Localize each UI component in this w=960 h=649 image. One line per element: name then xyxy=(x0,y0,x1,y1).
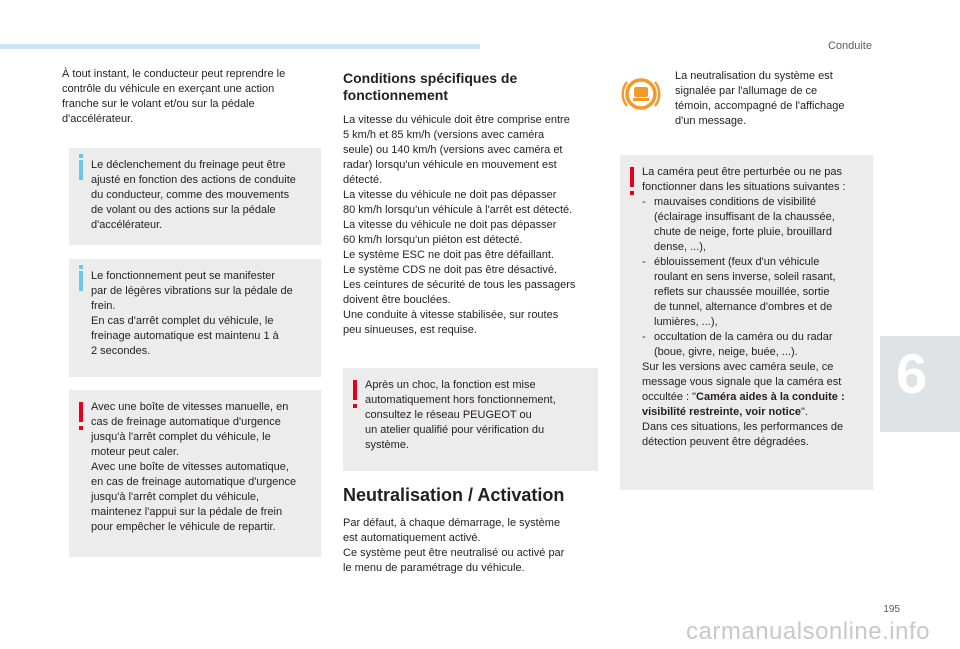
conditions-paragraph xyxy=(343,113,603,338)
heading-text: Neutralisation / Activation xyxy=(343,485,565,505)
text-line: contrôle du véhicule en exerçant une action xyxy=(62,83,275,95)
text-line: d'accélérateur. xyxy=(62,113,134,125)
text-line: À tout instant, le conducteur peut reprendre le xyxy=(62,68,286,80)
icon-explanation xyxy=(675,69,875,129)
text-line: d'un message. xyxy=(675,115,747,127)
text-line: Avec une boîte de vitesses automatique, xyxy=(91,461,289,473)
text-line: Avec une boîte de vitesses manuelle, en xyxy=(91,401,289,413)
text-line: 2 secondes. xyxy=(91,345,151,357)
text-line: radar) lorsqu'un véhicule en mouvement est xyxy=(343,159,557,171)
text-line: dense, ...), xyxy=(654,241,706,253)
message-text: visibilité restreinte, voir notice xyxy=(642,406,801,418)
text-span: occultée : " xyxy=(642,391,697,403)
text-line: La vitesse du véhicule doit être comprise entre xyxy=(343,114,570,126)
text-line: 80 km/h lorsqu'un véhicule à l'arrêt est détecté. xyxy=(343,204,573,216)
text-line: reflets sur chaussée mouillée, sortie xyxy=(654,286,830,298)
text-line: seule) ou 140 km/h (versions avec caméra et xyxy=(343,144,563,156)
text-line: frein. xyxy=(91,300,116,312)
text-span: ". xyxy=(800,406,808,418)
text-line: La vitesse du véhicule ne doit pas dépasser xyxy=(343,219,557,231)
text-line: consultez le réseau PEUGEOT ou xyxy=(365,409,532,421)
heading-neutralisation xyxy=(343,484,603,506)
dash-bullet: - xyxy=(642,196,646,208)
page-number: 195 xyxy=(883,604,900,615)
list-item xyxy=(642,255,863,330)
text-line: Dans ces situations, les performances de xyxy=(642,421,844,433)
text-line: détecté. xyxy=(343,174,383,186)
text-line: jusqu'à l'arrêt complet du véhicule, xyxy=(91,491,260,503)
info-icon xyxy=(79,271,83,291)
text-line: pour empêcher le véhicule de repartir. xyxy=(91,521,276,533)
text-line: détection peuvent être dégradées. xyxy=(642,436,809,448)
text-line: Le déclenchement du freinage peut être xyxy=(91,159,286,171)
text-line: Ce système peut être neutralisé ou activé par xyxy=(343,547,565,559)
heading-conditions xyxy=(343,70,603,104)
info-text xyxy=(91,158,311,233)
dash-bullet: - xyxy=(642,331,646,343)
text-line: doivent être bouclées. xyxy=(343,294,451,306)
info-text xyxy=(91,269,311,359)
text-line: d'accélérateur. xyxy=(91,219,163,231)
info-box-braking xyxy=(69,148,321,245)
text-line: Par défaut, à chaque démarrage, le système xyxy=(343,517,561,529)
text-line: signalée par l'allumage de ce xyxy=(675,85,818,97)
text-line: moteur peut caler. xyxy=(91,446,180,458)
text-line: cas de freinage automatique d'urgence xyxy=(91,416,281,428)
text-line: 5 km/h et 85 km/h (versions avec caméra xyxy=(343,129,545,141)
text-line: franche sur le volant et/ou sur la pédale xyxy=(62,98,255,110)
text-line xyxy=(642,405,863,420)
chapter-number: 6 xyxy=(896,342,928,405)
text-line: La neutralisation du système est xyxy=(675,70,833,82)
list-item xyxy=(642,330,863,360)
text-line: du conducteur, comme des mouvements xyxy=(91,189,290,201)
text-line: lumières, ...), xyxy=(654,316,718,328)
text-line: éblouissement (feux d'un véhicule xyxy=(654,256,820,268)
warning-box-impact xyxy=(343,368,598,471)
warning-box-gearbox xyxy=(69,390,321,557)
text-line: freinage automatique est maintenu 1 à xyxy=(91,330,279,342)
text-line: fonctionner dans les situations suivantes : xyxy=(642,181,846,193)
text-line: (éclairage insuffisant de la chaussée, xyxy=(654,211,835,223)
intro-paragraph xyxy=(62,67,322,127)
neutralisation-paragraph xyxy=(343,516,603,576)
text-line: de tunnel, alternance d'ombres et de xyxy=(654,301,833,313)
text-line: par de légères vibrations sur la pédale de xyxy=(91,285,293,297)
section-title: Conduite xyxy=(827,40,872,52)
warning-icon xyxy=(353,380,357,400)
text-line: le menu de paramétrage du véhicule. xyxy=(343,562,525,574)
text-line: mauvaises conditions de visibilité xyxy=(654,196,817,208)
warning-text xyxy=(642,165,863,450)
text-line: (boue, givre, neige, buée, ...). xyxy=(654,346,798,358)
warning-icon xyxy=(79,402,83,422)
text-line: système. xyxy=(365,439,410,451)
text-line: jusqu'à l'arrêt complet du véhicule, le xyxy=(91,431,271,443)
text-line: message vous signale que la caméra est xyxy=(642,376,842,388)
warning-icon xyxy=(630,167,634,187)
text-line: La caméra peut être perturbée ou ne pas xyxy=(642,166,842,178)
watermark: carmanualsonline.info xyxy=(686,618,930,645)
text-line: roulant en sens inverse, soleil rasant, xyxy=(654,271,836,283)
text-line xyxy=(642,390,863,405)
header-bar xyxy=(0,44,480,49)
text-line: Le fonctionnement peut se manifester xyxy=(91,270,276,282)
text-line: Une conduite à vitesse stabilisée, sur routes xyxy=(343,309,559,321)
text-line: ajusté en fonction des actions de conduite xyxy=(91,174,296,186)
text-line: Sur les versions avec caméra seule, ce xyxy=(642,361,834,373)
warning-text xyxy=(365,378,588,453)
heading-line: Conditions spécifiques de xyxy=(343,70,518,86)
text-line: est automatiquement activé. xyxy=(343,532,481,544)
text-line: La vitesse du véhicule ne doit pas dépasser xyxy=(343,189,557,201)
text-line: un atelier qualifié pour vérification du xyxy=(365,424,545,436)
text-line: 60 km/h lorsqu'un piéton est détecté. xyxy=(343,234,523,246)
text-line: Après un choc, la fonction est mise xyxy=(365,379,536,391)
text-line: maintenez l'appui sur la pédale de frein xyxy=(91,506,283,518)
text-line: Le système CDS ne doit pas être désactivé. xyxy=(343,264,557,276)
text-line: de volant ou des actions sur la pédale xyxy=(91,204,276,216)
warning-text xyxy=(91,400,311,535)
text-line: chute de neige, forte pluie, brouillard xyxy=(654,226,832,238)
dash-bullet: - xyxy=(642,256,646,268)
info-icon xyxy=(79,160,83,180)
text-line: Les ceintures de sécurité de tous les passagers xyxy=(343,279,576,291)
warning-box-camera xyxy=(620,155,873,490)
text-line: En cas d'arrêt complet du véhicule, le xyxy=(91,315,274,327)
list-item xyxy=(642,195,863,255)
text-line: Le système ESC ne doit pas être défaillant. xyxy=(343,249,554,261)
info-box-vibrations xyxy=(69,259,321,377)
text-line: en cas de freinage automatique d'urgence xyxy=(91,476,297,488)
heading-line: fonctionnement xyxy=(343,87,448,103)
message-text: Caméra aides à la conduite : xyxy=(696,391,845,403)
warning-light-icon xyxy=(619,72,663,116)
text-line: occultation de la caméra ou du radar xyxy=(654,331,833,343)
text-line: automatiquement hors fonctionnement, xyxy=(365,394,556,406)
text-line: peu sinueuses, est requise. xyxy=(343,324,477,336)
text-line: témoin, accompagné de l'affichage xyxy=(675,100,845,112)
